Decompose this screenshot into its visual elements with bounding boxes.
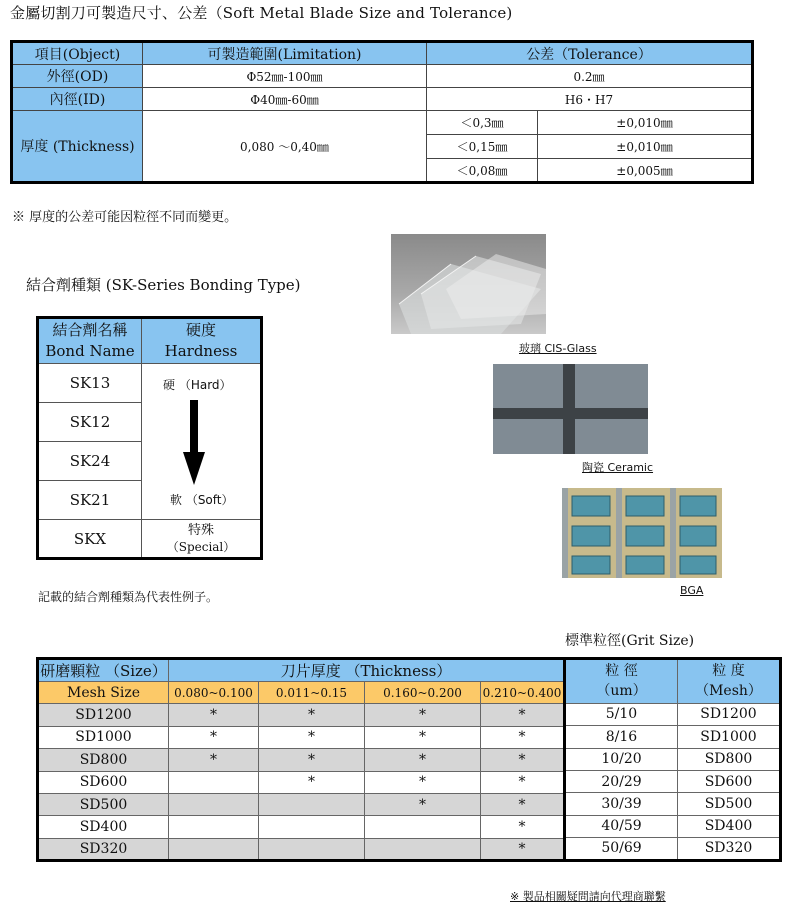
thickness-col: 0.080~0.100 xyxy=(169,682,259,704)
thickness-cond: ＜0,08㎜ xyxy=(427,159,538,183)
grit-um: 5/10 xyxy=(565,703,678,725)
grit-mark: * xyxy=(365,771,481,793)
special-en: （Special） xyxy=(166,539,236,554)
grit-um: 40/59 xyxy=(565,815,678,837)
thickness-note: ※ 厚度的公差可能因粒徑不同而變更。 xyxy=(12,210,238,225)
grit-mark: * xyxy=(365,793,481,815)
grit-mark xyxy=(259,793,365,815)
grit-um-header xyxy=(565,659,678,704)
thickness-tol: ±0,010㎜ xyxy=(538,135,753,159)
bond-name-header xyxy=(38,318,142,364)
bond-title: 結合劑種類 (SK-Series Bonding Type) xyxy=(26,276,301,294)
soft-label: 軟 （Soft） xyxy=(170,493,234,507)
bga-photo xyxy=(562,488,722,578)
grit-size-header: 研磨顆粒 （Size） xyxy=(38,659,169,682)
grit-name: SD500 xyxy=(38,793,169,815)
bga-caption-text: BGA xyxy=(680,584,704,597)
grit-mark: * xyxy=(365,726,481,748)
thickness-cond: ＜0,15㎜ xyxy=(427,135,538,159)
thickness-col: 0.160~0.200 xyxy=(365,682,481,704)
bond-name: SK24 xyxy=(38,442,142,481)
table-row xyxy=(38,726,565,748)
table-row xyxy=(38,771,565,793)
grit-mark: * xyxy=(481,726,565,748)
grit-um: 50/69 xyxy=(565,838,678,860)
table-row xyxy=(38,749,565,771)
bond-table xyxy=(36,316,263,560)
grit-mark xyxy=(169,816,259,838)
down-arrow-icon xyxy=(183,400,205,485)
grit-mesh: SD1000 xyxy=(678,726,781,748)
glass-caption-text: 玻璃 CIS-Glass xyxy=(519,342,597,355)
grit-um-header-unit: （um） xyxy=(596,683,647,700)
table-row xyxy=(38,838,565,860)
thickness-label: 厚度 (Thickness) xyxy=(12,111,143,183)
bond-name: SK21 xyxy=(38,481,142,520)
table-row xyxy=(565,838,781,860)
grit-mark: * xyxy=(169,749,259,771)
grit-mark: * xyxy=(169,704,259,726)
table-row xyxy=(38,704,565,726)
table-row xyxy=(38,793,565,815)
grit-mark: * xyxy=(481,749,565,771)
od-tolerance: 0.2㎜ xyxy=(427,65,753,88)
ceramic-caption xyxy=(582,459,653,475)
grit-mesh: SD600 xyxy=(678,770,781,792)
grit-mesh: SD1200 xyxy=(678,703,781,725)
grit-name: SD400 xyxy=(38,816,169,838)
grit-name: SD600 xyxy=(38,771,169,793)
glass-photo xyxy=(391,234,546,334)
grit-mark: * xyxy=(481,793,565,815)
grit-mark xyxy=(259,816,365,838)
grit-size-table xyxy=(563,657,782,862)
grit-mark: * xyxy=(481,816,565,838)
grit-mark: * xyxy=(365,749,481,771)
hardness-header-en: Hardness xyxy=(164,342,238,360)
thickness-col: 0.011~0.15 xyxy=(259,682,365,704)
grit-mark xyxy=(259,838,365,860)
grit-thickness-table xyxy=(36,657,566,862)
grit-mesh-header-unit: （Mesh） xyxy=(695,683,762,700)
table-row xyxy=(565,703,781,725)
table-row xyxy=(565,770,781,792)
ceramic-caption-text: 陶瓷 Ceramic xyxy=(582,461,654,474)
od-label: 外徑(OD) xyxy=(12,65,143,88)
id-tolerance: H6・H7 xyxy=(427,88,753,111)
grit-mark: * xyxy=(481,704,565,726)
table-row xyxy=(565,726,781,748)
grit-mark: * xyxy=(481,771,565,793)
glass-caption xyxy=(519,340,597,356)
grit-mark xyxy=(169,838,259,860)
grit-um: 8/16 xyxy=(565,726,678,748)
grit-name: SD1200 xyxy=(38,704,169,726)
grit-um: 10/20 xyxy=(565,748,678,770)
grit-mesh: SD500 xyxy=(678,793,781,815)
grit-mesh: SD400 xyxy=(678,815,781,837)
header-limitation: 可製造範圍(Limitation) xyxy=(143,42,427,65)
header-tolerance: 公差（Tolerance） xyxy=(427,42,753,65)
footer-note: ※ 製品相關疑問請向代理商聯繫 xyxy=(510,890,666,903)
bond-name-header-en: Bond Name xyxy=(45,342,135,360)
table-row xyxy=(565,748,781,770)
size-tolerance-table xyxy=(10,40,754,184)
grit-mark: * xyxy=(481,838,565,860)
grit-um: 30/39 xyxy=(565,793,678,815)
hardness-header xyxy=(142,318,262,364)
thickness-cond: ＜0,3㎜ xyxy=(427,111,538,135)
od-range: Φ52㎜-100㎜ xyxy=(143,65,427,88)
grit-mark: * xyxy=(169,726,259,748)
special-cell xyxy=(142,520,262,559)
grit-um: 20/29 xyxy=(565,770,678,792)
table-row xyxy=(565,793,781,815)
ceramic-photo xyxy=(493,364,648,454)
thickness-range: 0,080 ～0,40㎜ xyxy=(143,111,427,183)
table-row xyxy=(565,815,781,837)
grit-mark xyxy=(365,816,481,838)
grit-mark: * xyxy=(259,771,365,793)
grit-mesh: SD800 xyxy=(678,748,781,770)
bga-caption xyxy=(680,584,703,597)
grit-name: SD320 xyxy=(38,838,169,860)
thickness-tol: ±0,010㎜ xyxy=(538,111,753,135)
bond-name: SK12 xyxy=(38,403,142,442)
hard-label: 硬 （Hard） xyxy=(163,378,232,392)
page-title: 金屬切割刀可製造尺寸、公差（Soft Metal Blade Size and Tolerance) xyxy=(10,4,513,22)
bond-note: 記載的結合劑種類為代表性例子。 xyxy=(38,590,219,604)
grit-mark xyxy=(365,838,481,860)
grit-mesh: SD320 xyxy=(678,838,781,860)
grit-um-header-zh: 粒 徑 xyxy=(605,663,638,680)
hardness-header-zh: 硬度 xyxy=(185,321,216,339)
id-label: 內徑(ID) xyxy=(12,88,143,111)
grit-mark: * xyxy=(259,726,365,748)
special-zh: 特殊 xyxy=(187,522,214,538)
grit-title: 標準粒徑(Grit Size) xyxy=(565,633,695,649)
grit-mark xyxy=(169,771,259,793)
table-row xyxy=(38,816,565,838)
id-range: Φ40㎜-60㎜ xyxy=(143,88,427,111)
bond-name-header-zh: 結合劑名稱 xyxy=(52,321,128,339)
grit-mark xyxy=(169,793,259,815)
grit-thickness-header: 刀片厚度 （Thickness） xyxy=(169,659,565,682)
bond-name: SK13 xyxy=(38,364,142,403)
mesh-size-header: Mesh Size xyxy=(38,682,169,704)
grit-name: SD1000 xyxy=(38,726,169,748)
grit-mark: * xyxy=(259,704,365,726)
thickness-tol: ±0,005㎜ xyxy=(538,159,753,183)
bond-name: SKX xyxy=(38,520,142,559)
thickness-col: 0.210~0.400 xyxy=(481,682,565,704)
grit-name: SD800 xyxy=(38,749,169,771)
grit-mark: * xyxy=(259,749,365,771)
grit-mesh-header-zh: 粒 度 xyxy=(712,663,745,680)
grit-mesh-header xyxy=(678,659,781,704)
grit-mark: * xyxy=(365,704,481,726)
header-object: 項目(Object) xyxy=(12,42,143,65)
